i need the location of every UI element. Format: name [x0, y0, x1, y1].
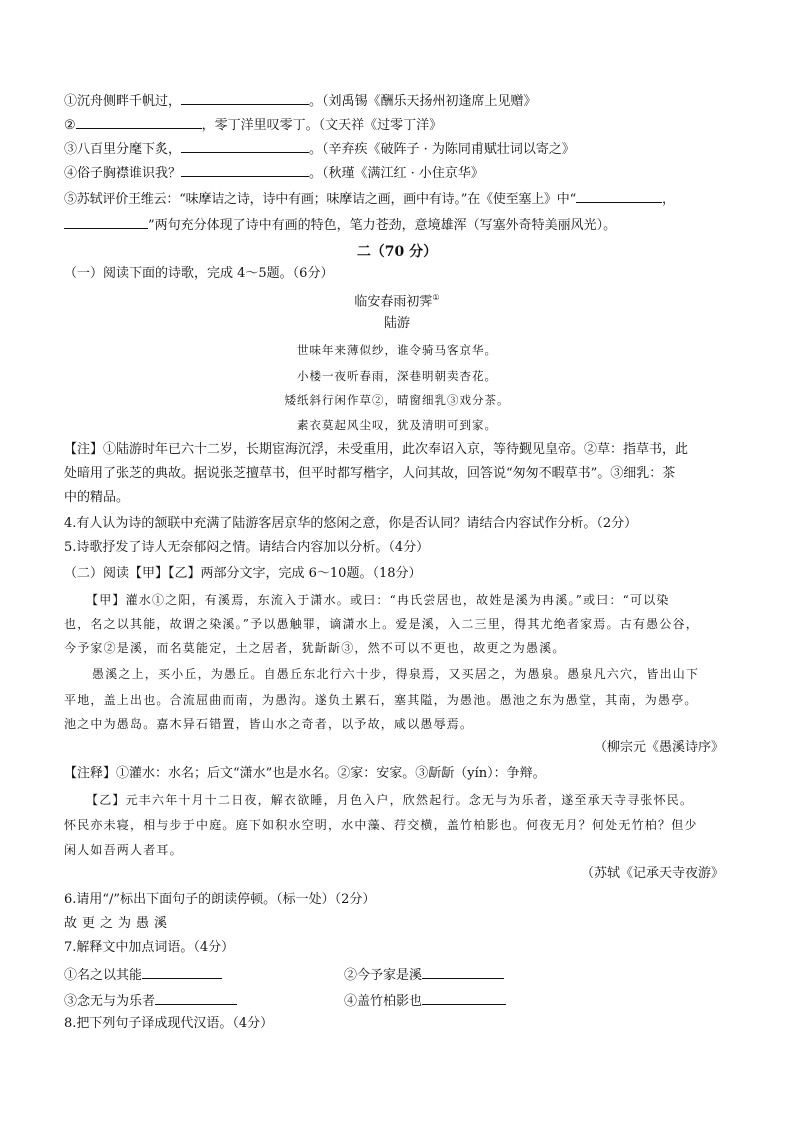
fill-q2-suffix: ，零丁洋里叹零丁。（文天祥《过零丁洋》 [201, 118, 443, 133]
fill-q5-blank2[interactable] [64, 214, 148, 229]
q7-item-2-text: ②今予家是溪 [344, 968, 423, 983]
question-4: 4.有人认为诗的颔联中充满了陆游客居京华的悠闲之意，你是否认同？请结合内容试作分析。（2分） [64, 516, 638, 531]
jia-line-5: 平地，盖上出也。合流屈曲而南，为愚沟。遂负土累石，塞其隘，为愚池。愚池之东为愚堂，其南，为愚亭。 [64, 693, 698, 707]
part-one-intro: （一）阅读下面的诗歌，完成 4～5题。（6分） [64, 266, 334, 281]
question-6: 6.请用“/”标出下面句子的朗读停顿。（标一处）（2分） [64, 892, 376, 907]
yi-line-1: 【乙】元丰六年十月十二日夜，解衣欲睡，月色入户，欣然起行。念无与为乐者，遂至承天寺寻张怀民。 [86, 793, 694, 807]
question-5: 5.诗歌抒发了诗人无奈郁闷之情。请结合内容加以分析。（4分） [64, 540, 430, 555]
fill-q3-suffix: 。（辛弃疾《破阵子 · 为陈同甫赋壮词以寄之》 [309, 142, 575, 157]
q7-item-3-blank[interactable] [155, 990, 237, 1005]
poem-author: 陆游 [383, 316, 410, 331]
fill-q1-prefix: ①沉舟侧畔千帆过， [64, 94, 182, 109]
fill-q3-prefix: ③八百里分麾下炙， [64, 142, 182, 157]
fill-q1 [64, 90, 744, 112]
fill-q5-blank1[interactable] [576, 188, 662, 203]
jia-line-2: 也，名之以其能，故谓之染溪。”予以愚触罪，谪潇水上。爱是溪，入二三里，得其尤绝者家焉。古有愚公谷， [64, 617, 699, 631]
fill-q5-text2: ”两句充分体现了诗中有画的特色，笔力苍劲，意境雄浑（写塞外奇特美丽风光）。 [148, 218, 617, 233]
jia-line-3: 今予家②是溪，而名莫能定，土之居者，犹龂龂③，然不可以不更也，故更之为愚溪。 [64, 641, 566, 655]
q7-item-4-text: ④盖竹柏影也 [344, 994, 423, 1009]
yi-source: （苏轼《记承天寺夜游》 [580, 866, 724, 881]
q7-item-2 [344, 964, 644, 986]
yi-line-3: 闲人如吾两人者耳。 [64, 843, 183, 857]
question-8: 8.把下列句子译成现代汉语。（4分） [64, 1016, 274, 1031]
poem-line-2: 小楼一夜听春雨，深巷明朝卖杏花。 [297, 369, 497, 383]
question-6-sentence: 故更之为愚溪 [64, 916, 173, 931]
q7-item-3 [64, 990, 334, 1012]
fill-q1-suffix: 。（刘禹锡《酬乐天扬州初逢席上见赠》 [309, 94, 537, 109]
jia-line-6: 池之中为愚岛。嘉木异石错置，皆山水之奇者，以予故，咸以愚辱焉。 [64, 717, 474, 731]
fill-q5-line2 [64, 214, 744, 236]
fill-q2-blank[interactable] [76, 114, 202, 129]
jia-annotation: 【注释】①灌水：水名；后文“潇水”也是水名。②家：安家。③龂龂（yín）：争辩。 [64, 766, 546, 781]
poem-note-line-2: 处暗用了张芝的典故。据说张芝擅草书，但平时都写楷字，人问其故，回答说“匆匆不暇草书”。③细乳：茶 [64, 466, 676, 481]
fill-q2-prefix: ② [64, 118, 76, 133]
fill-q5-text1: ⑤苏轼评价王维云：“味摩诘之诗，诗中有画；味摩诘之画，画中有诗。”在《使至塞上》中“ [64, 192, 577, 207]
q7-item-2-blank[interactable] [422, 964, 504, 979]
fill-q5-comma: ， [662, 192, 675, 207]
part-two-intro: （二）阅读【甲】【乙】两部分文字，完成 6～10题。（18分） [64, 566, 422, 581]
q7-item-4 [344, 990, 644, 1012]
fill-q1-blank[interactable] [181, 90, 309, 105]
fill-q4 [64, 162, 744, 184]
poem-line-4: 素衣莫起风尘叹，犹及清明可到家。 [297, 418, 497, 432]
fill-q2 [64, 114, 744, 136]
q7-item-3-text: ③念无与为乐者 [64, 994, 156, 1009]
poem-note-line-1: 【注】①陆游时年已六十二岁，长期宦海沉浮，未受重用，此次奉诏入京，等待觐见皇帝。②草：指草书，此 [64, 442, 689, 457]
poem-title-text: 临安春雨初霁 [354, 294, 433, 310]
q7-item-1-blank[interactable] [142, 964, 222, 979]
fill-q3-blank[interactable] [181, 138, 309, 153]
fill-q3 [64, 138, 744, 160]
poem-note-line-3: 中的精品。 [64, 490, 130, 505]
q7-item-1 [64, 964, 334, 986]
jia-line-1: 【甲】灌水①之阳，有溪焉，东流入于潇水。或曰：“冉氏尝居也，故姓是溪为冉溪。”或曰：“可以染 [86, 593, 670, 607]
fill-q4-blank[interactable] [181, 162, 309, 177]
q7-item-4-blank[interactable] [422, 990, 506, 1005]
jia-source: （柳宗元《愚溪诗序》 [593, 740, 724, 755]
poem-line-3: 矮纸斜行闲作草②，晴窗细乳③戏分茶。 [284, 393, 510, 407]
jia-line-4: 愚溪之上，买小丘，为愚丘。自愚丘东北行六十步，得泉焉，又买居之，为愚泉。愚泉凡六穴，皆出山下 [92, 667, 700, 681]
question-7: 7.解释文中加点词语。（4分） [64, 940, 235, 955]
fill-q4-suffix: 。（秋瑾《满江红 · 小住京华》 [309, 166, 484, 181]
section-two-title: 二（70 分） [356, 244, 438, 260]
yi-line-2: 怀民亦未寝，相与步于中庭。庭下如积水空明，水中藻、荇交横，盖竹柏影也。何夜无月？何处无竹柏？但少 [64, 818, 698, 832]
fill-q4-prefix: ④俗子胸襟谁识我？ [64, 166, 182, 181]
poem-title [0, 288, 794, 312]
fill-q5-line1 [64, 188, 744, 210]
poem-line-1: 世味年来薄似纱，谁令骑马客京华。 [297, 343, 497, 357]
poem-title-note-mark: ① [432, 293, 440, 302]
q7-item-1-text: ①名之以其能 [64, 968, 143, 983]
